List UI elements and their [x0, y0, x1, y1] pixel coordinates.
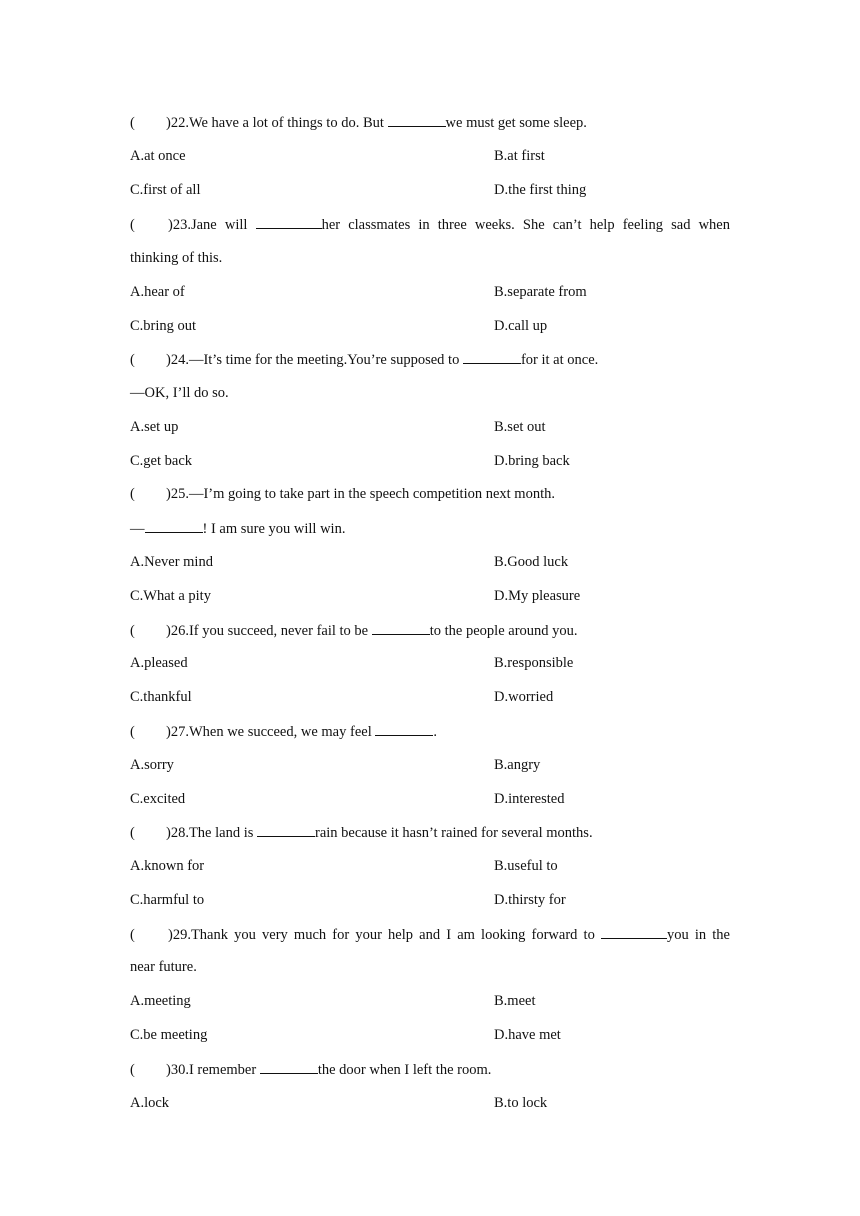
answer-blank: [388, 112, 446, 127]
option-b: B.meet: [494, 993, 536, 1009]
answer-bracket: (: [130, 927, 135, 943]
option-d: D.interested: [494, 791, 565, 807]
question-23: [130, 214, 730, 235]
question-text: )29.Thank you very much for your help and I am looking forward to: [168, 927, 601, 943]
answer-bracket: (: [130, 724, 135, 740]
option-d: D.bring back: [494, 453, 570, 469]
question-24-reply: —OK, I’ll do so.: [130, 385, 229, 401]
reply-text: ! I am sure you will win.: [202, 521, 346, 537]
option-b: B.to lock: [494, 1095, 548, 1111]
question-text: the door when I left the room.: [317, 1062, 492, 1078]
answer-bracket: (: [130, 825, 135, 841]
option-b: B.responsible: [494, 655, 574, 671]
answer-bracket: (: [130, 486, 135, 502]
reply-dash: —: [130, 521, 145, 537]
question-text: we must get some sleep.: [445, 115, 587, 131]
option-c: C.first of all: [130, 182, 201, 198]
option-c: C.bring out: [130, 318, 197, 334]
question-text: )23.Jane will: [168, 217, 256, 233]
question-text: rain because it hasn’t rained for several months.: [315, 825, 593, 841]
option-a: A.sorry: [130, 757, 174, 773]
option-b: B.angry: [494, 757, 541, 773]
option-c: C.be meeting: [130, 1027, 208, 1043]
option-d: D.have met: [494, 1027, 561, 1043]
option-a: A.meeting: [130, 993, 191, 1009]
option-c: C.What a pity: [130, 588, 211, 604]
question-25-reply: [130, 518, 730, 539]
answer-bracket: (: [130, 115, 135, 131]
question-28: [130, 822, 730, 843]
question-29: [130, 924, 730, 945]
question-25: [130, 484, 730, 504]
option-b: B.at first: [494, 148, 545, 164]
question-text: )26.If you succeed, never fail to be: [166, 623, 372, 639]
question-27: [130, 721, 730, 742]
answer-blank: [145, 518, 203, 533]
question-text: )22.We have a lot of things to do. But: [166, 115, 388, 131]
answer-bracket: (: [130, 352, 135, 368]
question-24: [130, 349, 730, 370]
answer-blank: [601, 924, 667, 939]
question-30: [130, 1059, 730, 1080]
option-d: D.My pleasure: [494, 588, 581, 604]
option-c: C.harmful to: [130, 892, 205, 908]
question-text: her classmates in three weeks. She can’t help feeling sad when: [321, 217, 730, 233]
option-b: B.Good luck: [494, 554, 569, 570]
answer-blank: [256, 214, 322, 229]
question-26: [130, 620, 730, 641]
question-text: )30.I remember: [166, 1062, 260, 1078]
answer-blank: [375, 721, 433, 736]
question-text: for it at once.: [520, 352, 599, 368]
question-text: to the people around you.: [429, 623, 578, 639]
answer-blank: [372, 620, 430, 635]
question-text: )27.When we succeed, we may feel: [166, 724, 376, 740]
option-c: C.thankful: [130, 689, 192, 705]
question-text: )25.—I’m going to take part in the speech competition next month.: [166, 486, 555, 502]
option-d: D.worried: [494, 689, 554, 705]
question-23-continued: thinking of this.: [130, 250, 223, 266]
option-c: C.excited: [130, 791, 186, 807]
option-d: D.thirsty for: [494, 892, 566, 908]
option-a: A.set up: [130, 419, 179, 435]
option-d: D.the first thing: [494, 182, 587, 198]
option-b: B.set out: [494, 419, 546, 435]
question-text: you in the: [666, 927, 730, 943]
option-a: A.Never mind: [130, 554, 213, 570]
option-a: A.at once: [130, 148, 186, 164]
answer-blank: [463, 349, 521, 364]
option-a: A.known for: [130, 858, 205, 874]
question-text: )24.—It’s time for the meeting.You’re supposed to: [166, 352, 463, 368]
answer-blank: [260, 1059, 318, 1074]
answer-blank: [257, 822, 315, 837]
answer-bracket: (: [130, 623, 135, 639]
option-c: C.get back: [130, 453, 193, 469]
option-a: A.pleased: [130, 655, 188, 671]
answer-bracket: (: [130, 217, 135, 233]
answer-bracket: (: [130, 1062, 135, 1078]
option-a: A.hear of: [130, 284, 185, 300]
option-d: D.call up: [494, 318, 548, 334]
question-text: )28.The land is: [166, 825, 258, 841]
question-text: .: [433, 724, 437, 740]
question-22: [130, 112, 730, 133]
question-29-continued: near future.: [130, 959, 197, 975]
option-b: B.separate from: [494, 284, 587, 300]
option-a: A.lock: [130, 1095, 170, 1111]
option-b: B.useful to: [494, 858, 558, 874]
